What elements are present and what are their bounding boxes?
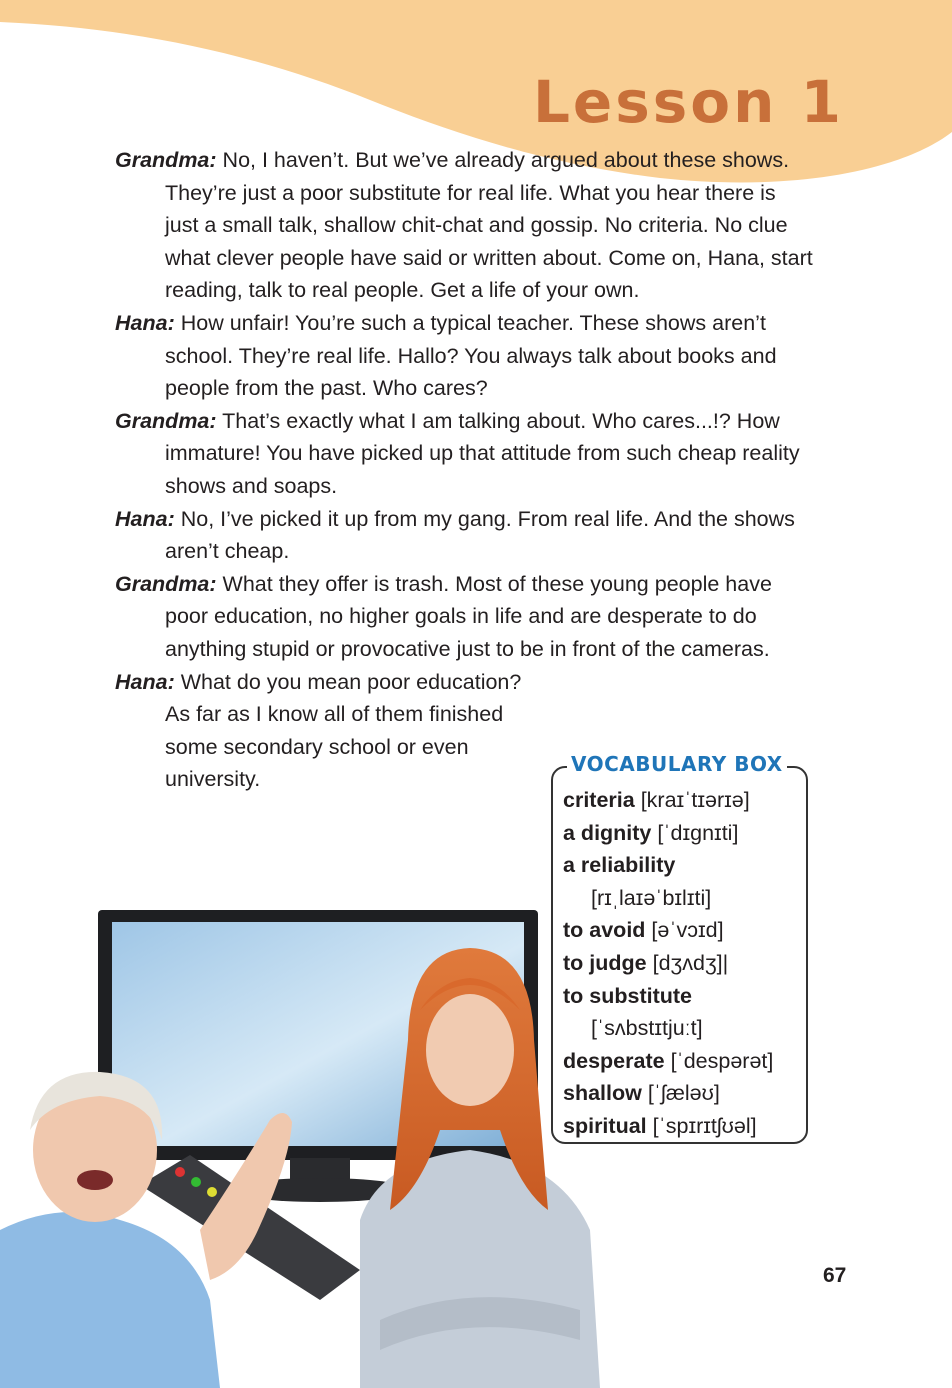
speaker-name: Hana:: [115, 669, 175, 694]
dialogue: [115, 144, 815, 796]
illustration-tv-grandma-girl: [0, 900, 620, 1388]
vocab-word: to judge: [563, 950, 647, 975]
vocab-ipa: [əˈvɔɪd]: [651, 918, 724, 943]
vocabulary-box-title: VOCABULARY BOX: [567, 752, 787, 776]
vocab-ipa: [kraɪˈtɪərɪə]: [640, 788, 750, 812]
vocab-word: to substitute: [563, 983, 692, 1008]
speaker-name: Grandma:: [115, 571, 217, 596]
vocab-ipa: [ˈʃæləʊ]: [647, 1081, 720, 1106]
vocabulary-item: [563, 817, 773, 850]
speaker-name: Grandma:: [115, 408, 217, 433]
dialogue-turn: [115, 503, 815, 568]
dialogue-turn: [115, 405, 815, 503]
speech-text: No, I’ve picked it up from my gang. From real life. And the shows aren’t cheap.: [165, 506, 795, 564]
vocab-word: spiritual: [563, 1113, 647, 1138]
vocab-ipa: [dʒʌdʒ]|: [652, 950, 729, 975]
vocabulary-item: [563, 784, 773, 817]
dialogue-turn: [115, 307, 815, 405]
dialogue-turn: [115, 666, 525, 796]
vocab-ipa: [rɪˌlaɪəˈbɪlɪti]: [591, 885, 712, 910]
vocab-word: criteria: [563, 788, 635, 812]
speech-text: No, I haven’t. But we’ve already argued about these shows. They’re just a poor substitute for real life. What you hear there is just a small talk, shallow chit-chat and gossip. No criteria. No clue what clever people have said or written about. Come on, Hana, start reading, talk to real people. Get a life of your own.: [165, 148, 813, 303]
speaker-name: Hana:: [115, 310, 175, 335]
vocab-word: a dignity: [563, 820, 652, 845]
dialogue-turn: [115, 144, 815, 307]
vocab-word: shallow: [563, 1081, 642, 1106]
speech-text: What do you mean poor education? As far as I know all of them finished some secondary school or even university.: [165, 669, 522, 792]
speech-text: That’s exactly what I am talking about. Who cares...!? How immature! You have picked up that attitude from such cheap reality shows and soaps.: [165, 408, 800, 498]
vocab-ipa: [ˈsʌbstɪtjuːt]: [591, 1016, 703, 1041]
speech-text: How unfair! You’re such a typical teacher. These shows aren’t school. They’re real life. Hallo? You always talk about books and people from the past. Who cares?: [165, 310, 777, 401]
vocab-word: desperate: [563, 1048, 665, 1073]
vocab-ipa: [ˈdespərət]: [670, 1048, 774, 1073]
speech-text: What they offer is trash. Most of these young people have poor education, no higher goals in life and are desperate to do anything stupid or provocative just to be in front of the cameras.: [165, 571, 772, 661]
speaker-name: Hana:: [115, 506, 175, 531]
lesson-title: Lesson 1: [532, 68, 844, 136]
vocab-ipa: [ˈspɪrɪtʃʊəl]: [652, 1113, 757, 1138]
speaker-name: Grandma:: [115, 148, 217, 172]
dialogue-turn: [115, 568, 815, 666]
vocab-ipa: [ˈdɪgnɪti]: [657, 820, 739, 845]
vocab-word: a reliability: [563, 853, 676, 878]
page-number: 67: [823, 1264, 847, 1287]
vocab-word: to avoid: [563, 918, 646, 943]
